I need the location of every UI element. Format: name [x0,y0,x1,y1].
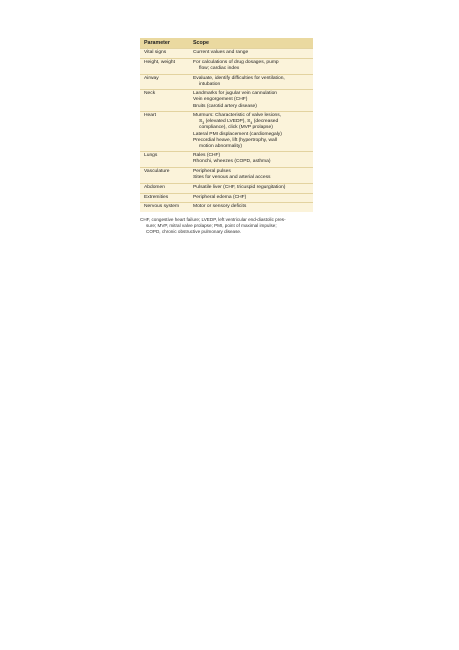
scope-line: Rales (CHF) [193,153,221,159]
scope-line: Peripheral pulses [193,169,231,175]
row-parameter: Heart [144,113,156,119]
footnote-line: COPD, chronic obstructive pulmonary disease. [146,228,242,234]
scope-line: Landmarks for jugular vein cannulation [193,91,278,97]
row-scope [193,169,313,181]
row-parameter: Abdomen [144,184,165,190]
table-header [140,38,313,48]
table-row [140,111,313,151]
row-parameter: Airway [144,75,159,81]
row-parameter: Extremities [144,194,169,200]
row-parameter: Nervous system [144,204,180,210]
scope-line: Murmurs: Characteristic of valve lesions, [193,113,282,119]
row-parameter: Lungs [144,153,158,159]
row-scope [193,91,313,109]
scope-line: Precordial heave, lift (hypertrophy, wall [193,137,277,143]
table-row [140,167,313,183]
scope-line: $S_3$ (elevated LVEDP), $S_4$ (decreased [199,119,279,126]
header-scope: Scope [193,40,209,46]
header-parameter: Parameter [144,40,170,46]
row-scope [193,60,313,72]
scope-line: Pulsatile liver (CHF, tricuspid regurgitation) [193,184,286,190]
row-scope [193,76,313,88]
scope-line: motion abnormality) [199,143,242,149]
table-row [140,74,313,90]
table-row [140,48,313,58]
scope-line: Peripheral edema (CHF) [193,194,247,200]
row-scope [193,153,313,165]
row-parameter: Height, weight [144,59,175,65]
row-scope [193,113,313,150]
scope-line: For calculations of drug dosages, pump [193,59,279,65]
scope-line: compliance), click (MVP prolapse) [199,125,273,131]
row-scope [193,195,313,201]
table-row [140,183,313,193]
footnote-line: sure; MVP, mitral valve prolapse; PMI, point of maximal impulse; [146,222,277,228]
parameter-table [140,38,313,212]
table-footnote [140,217,315,234]
row-parameter: Vasculature [144,169,170,175]
scope-line: Motor or sensory deficits [193,204,247,210]
scope-line: intubation [199,81,221,87]
scope-line: Sites for venous and arterial access [193,175,271,181]
scope-line: flow; cardiac index [199,65,240,71]
table-row [140,89,313,111]
scope-line: Current values and range [193,50,249,56]
row-scope [193,204,313,210]
scope-line: Rhonchi, wheezes (COPD, asthma) [193,159,271,165]
row-scope [193,185,313,191]
table-row [140,202,313,212]
row-parameter: Neck [144,91,156,97]
scope-line: Vein engorgement (CHF) [193,97,248,103]
scope-line: Bruits (carotid artery disease) [193,103,257,109]
row-parameter: Vital signs [144,50,167,56]
scope-line: Lateral PMI displacement (cardiomegaly) [193,131,282,137]
row-scope [193,50,313,56]
footnote-line: CHF, congestive heart failure; LVEDP, left ventricular end-diastolic pres- [140,217,286,222]
table-row [140,151,313,167]
scope-line: Evaluate, identify difficulties for ventilation, [193,75,285,81]
table-row [140,58,313,74]
table-row [140,193,313,203]
